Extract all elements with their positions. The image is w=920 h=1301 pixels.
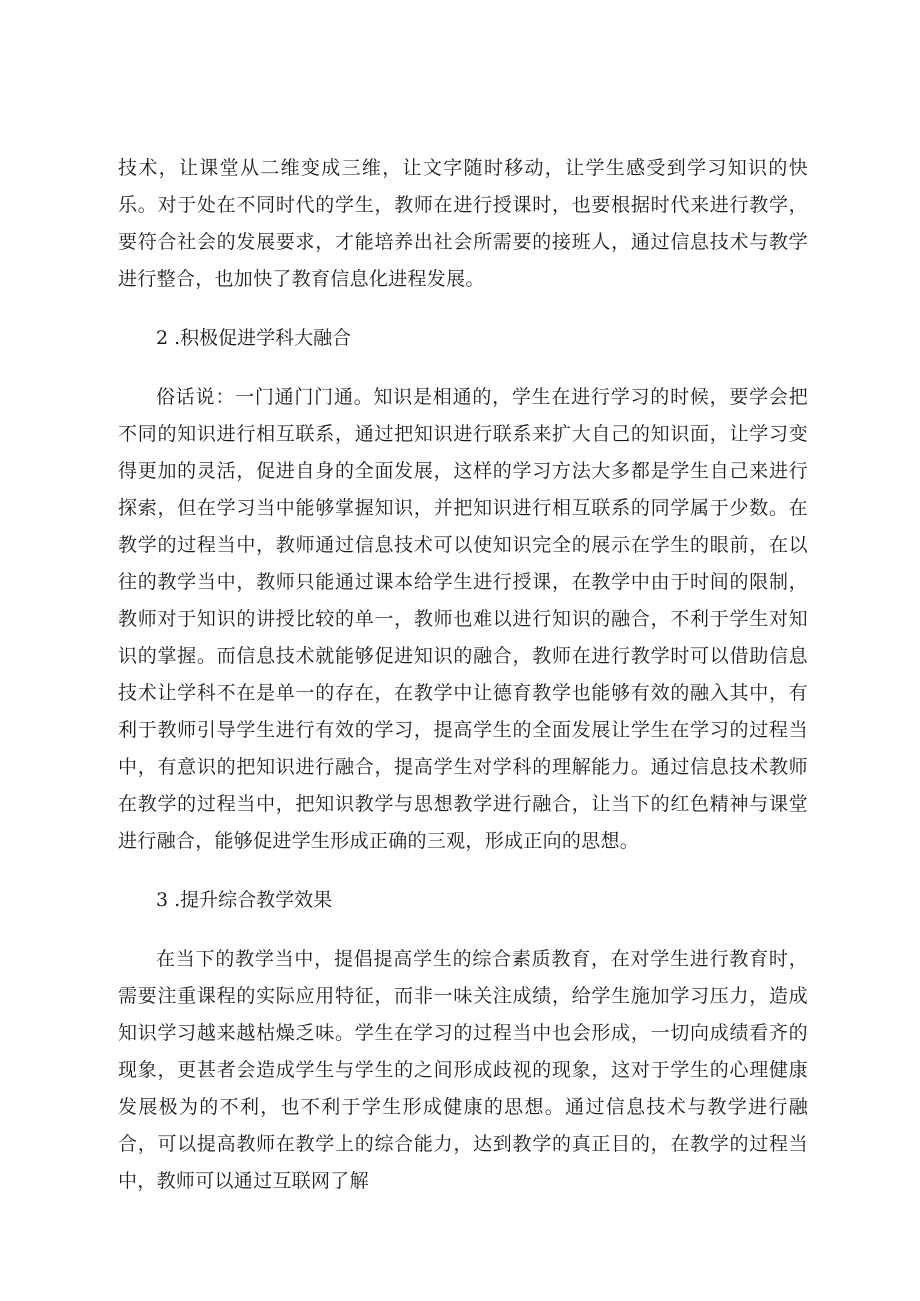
section-heading-3: 3 .提升综合教学效果 <box>156 889 333 911</box>
paragraph-comprehensive-teaching: 在当下的教学当中，提倡提高学生的综合素质教育，在对学生进行教育时，需要注重课程的实际应用特征，而非一味关注成绩，给学生施加学习压力，造成知识学习越来越枯燥乏味。学生在学习的过程当中也会形成，一切向成绩看齐的现象，更甚者会造成学生与学生的之间形成歧视的现象，这对于学生的心理健康发展极为的不利，也不利于学生形成健康的思想。通过信息技术与教学进行融合，可以提高教师在教学上的综合能力，达到教学的真正目的，在教学的过程当中，教师可以通过互联网了解 <box>118 948 808 1192</box>
paragraph-subject-integration: 俗话说：一门通门门通。知识是相通的，学生在进行学习的时候，要学会把不同的知识进行相互联系，通过把知识进行联系来扩大自己的知识面，让学习变得更加的灵活，促进自身的全面发展，这样的学习方法大多都是学生自己来进行探索，但在学习当中能够掌握知识，并把知识进行相互联系的同学属于少数。在教学的过程当中，教师通过信息技术可以使知识完全的展示在学生的眼前，在以往的教学当中，教师只能通过课本给学生进行授课，在教学中由于时间的限制，教师对于知识的讲授比较的单一，教师也难以进行知识的融合，不利于学生对知识的掌握。而信息技术就能够促进知识的融合，教师在进行教学时可以借助信息技术让学科不在是单一的存在，在教学中让德育教学也能够有效的融入其中，有利于教师引导学生进行有效的学习，提高学生的全面发展让学生在学习的过程当中，有意识的把知识进行融合，提高学生对学科的理解能力。通过信息技术教师在教学的过程当中，把知识教学与思想教学进行融合，让当下的红色精神与课堂进行融合，能够促进学生形成正确的三观，形成正向的思想。 <box>118 386 808 852</box>
paragraph-intro-continuation: 技术，让课堂从二维变成三维，让文字随时移动，让学生感受到学习知识的快乐。对于处在不同时代的学生，教师在进行授课时，也要根据时代来进行教学，要符合社会的发展要求，才能培养出社会所需要的接班人，通过信息技术与教学进行整合，也加快了教育信息化进程发展。 <box>118 157 808 290</box>
section-heading-2: 2 .积极促进学科大融合 <box>156 327 352 349</box>
document-body <box>118 150 808 1200</box>
